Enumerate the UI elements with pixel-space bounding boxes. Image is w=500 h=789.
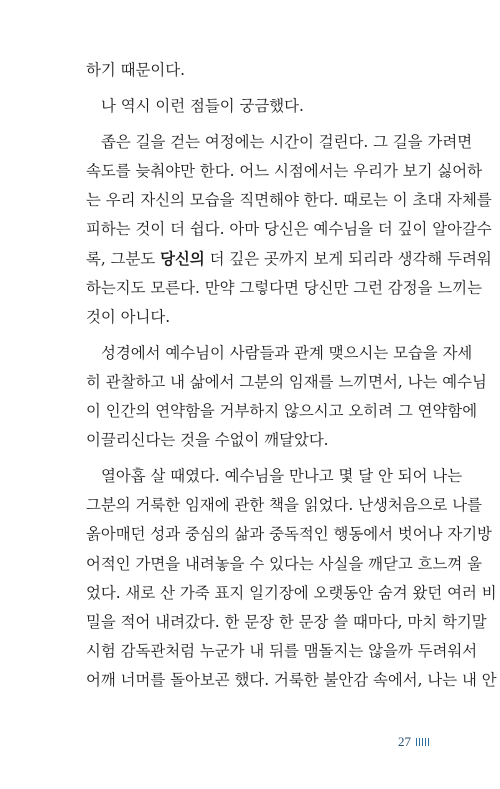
text-line: 었다. 새로 산 가죽 표지 일기장에 오랫동안 숨겨 왔던 여러 비 <box>86 583 497 602</box>
body-text <box>86 56 497 695</box>
page-number: 27 <box>398 734 411 749</box>
page-footer <box>398 734 429 750</box>
paragraph <box>86 128 492 332</box>
emphasis-text: 당신의 <box>160 249 205 268</box>
text-line: 것이 아니다. <box>86 307 171 326</box>
paragraph-gap <box>86 85 432 92</box>
text-line: 그분의 거룩한 임재에 관한 책을 읽었다. 난생처음으로 나를 <box>86 496 482 515</box>
paragraph-gap <box>86 121 432 128</box>
text-line: 이 인간의 연약함을 거부하지 않으시고 오히려 그 연약함에 <box>86 402 478 421</box>
text-run: 록, 그분도 <box>86 249 161 268</box>
text-line: 성경에서 예수님이 사람들과 관계 맺으시는 모습을 자세 <box>101 343 473 362</box>
text-line: 밀을 적어 내려갔다. 한 문장 한 문장 쓸 때마다, 마치 학기말 <box>86 612 487 631</box>
text-line: 열아홉 살 때였다. 예수님을 만나고 몇 달 안 되어 나는 <box>101 467 463 486</box>
paragraph-gap <box>86 455 432 462</box>
text-line <box>86 245 492 274</box>
page-number-ornament <box>416 738 429 746</box>
text-line: 어깨 너머를 돌아보곤 했다. 거룩한 불안감 속에서, 나는 내 안 <box>86 670 497 689</box>
text-line: 하기 때문이다. <box>86 61 185 79</box>
text-line: 이끌리신다는 것을 수없이 깨달았다. <box>86 431 329 450</box>
text-line: 나 역시 이런 점들이 궁금했다. <box>101 97 304 116</box>
paragraph <box>86 92 432 121</box>
text-line: 시험 감독관처럼 누군가 내 뒤를 맴돌지는 않을까 두려워서 <box>86 641 478 660</box>
text-line: 히 관찰하고 내 삶에서 그분의 임재를 느끼면서, 나는 예수님 <box>86 372 487 391</box>
text-line: 하는지도 모른다. 만약 그렇다면 당신만 그런 감정을 느끼는 <box>86 278 482 297</box>
paragraph <box>86 56 432 85</box>
text-line: 피하는 것이 더 쉽다. 아마 당신은 예수님을 더 깊이 알아갈수 <box>86 220 492 239</box>
text-line: 속도를 늦춰야만 한다. 어느 시점에서는 우리가 보기 싫어하 <box>86 162 482 181</box>
paragraph <box>86 339 487 455</box>
text-line: 좁은 길을 걷는 여정에는 시간이 걸린다. 그 길을 가려면 <box>101 133 473 152</box>
paragraph <box>86 462 497 695</box>
text-line: 옭아매던 성과 중심의 삶과 중독적인 행동에서 벗어나 자기방 <box>86 525 492 544</box>
paragraph-gap <box>86 332 432 339</box>
text-line: 는 우리 자신의 모습을 직면해야 한다. 때로는 이 초대 자체를 <box>86 191 492 210</box>
text-line: 어적인 가면을 내려놓을 수 있다는 사실을 깨닫고 흐느껴 울 <box>86 554 482 573</box>
text-run: 더 깊은 곳까지 보게 되리라 생각해 두려워 <box>204 249 492 268</box>
